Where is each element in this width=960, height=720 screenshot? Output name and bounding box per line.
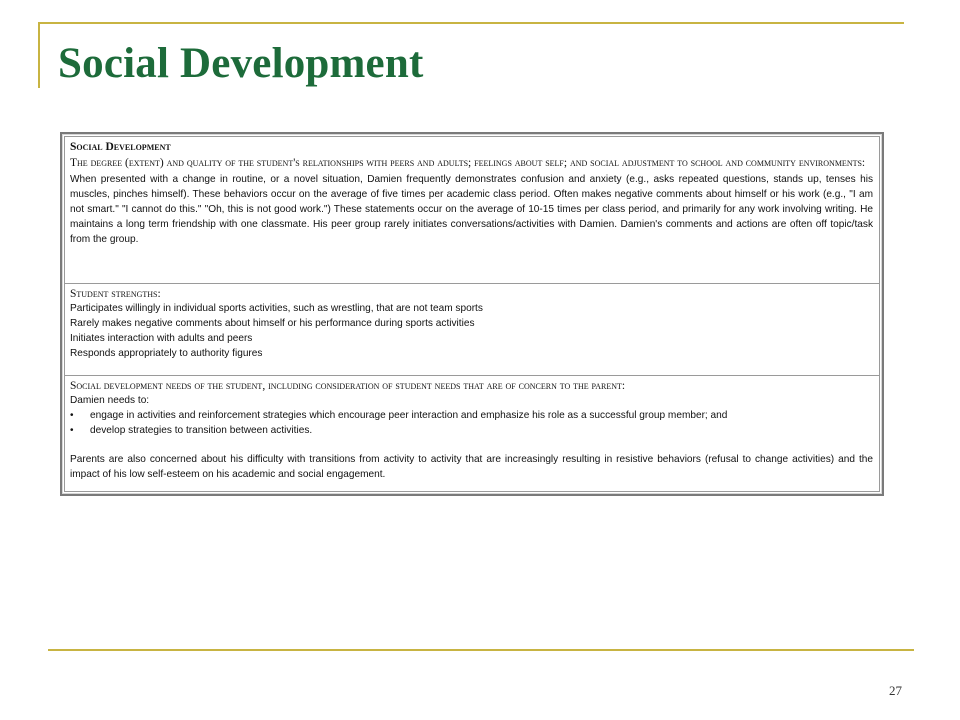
- section-heading: Social development needs of the student, including consideration of student needs that are of concern to the parent:: [70, 380, 626, 392]
- needs-intro: Damien needs to:: [70, 395, 150, 406]
- iep-form-excerpt: [60, 132, 884, 496]
- list-item: Initiates interaction with adults and peers: [70, 333, 253, 344]
- student-strengths-section: [64, 284, 880, 376]
- bullet-icon: •: [70, 425, 74, 436]
- section-body-text: When presented with a change in routine, or a novel situation, Damien frequently demonstrates confusion and anxiety (e.g., asks repeated questions, stands up, tenses his muscles, pinches himself). These behaviors occur on the average of five times per academic class period. Often makes negative comments about himself or his work (e.g., "I am not smart." "I cannot do this." "Oh, this is not good work.") These statements occur on the average of 10-15 times per class period, and primarily for any work involving writing. He maintains a long term friendship with one classmate. His peer group rarely initiates conversations/activities with Damien. Damien's comments and actions are often off topic/task from the group.: [70, 174, 873, 245]
- frame-top-rule: [38, 22, 904, 24]
- parent-concern-note: Parents are also concerned about his difficulty with transitions from activity to activity that are increasingly resulting in resistive behaviors (refusal to change activities) and the impact of his low self-esteem on his academic and social engagement.: [70, 454, 873, 480]
- list-item: [70, 408, 873, 423]
- frame-bottom-rule: [48, 649, 914, 651]
- list-item: Rarely makes negative comments about himself or his performance during sports activities: [70, 318, 475, 329]
- spacer: [70, 438, 873, 452]
- section-heading: Student strengths:: [70, 288, 161, 300]
- bullet-text: develop strategies to transition between activities.: [90, 425, 313, 436]
- social-development-section: [64, 136, 880, 284]
- bullet-icon: •: [70, 410, 74, 421]
- list-item: [70, 423, 873, 438]
- list-item: Participates willingly in individual sports activities, such as wrestling, that are not team sports: [70, 303, 483, 314]
- section-title: Social Development: [70, 141, 171, 153]
- slide-title: Social Development: [58, 40, 424, 87]
- page-number: 27: [889, 683, 902, 698]
- list-item: Responds appropriately to authority figures: [70, 348, 263, 359]
- needs-bullet-list: [70, 408, 873, 438]
- bullet-text: engage in activities and reinforcement strategies which encourage peer interaction and emphasize his role as a successful group member; and: [90, 410, 728, 421]
- frame-left-rule: [38, 22, 40, 88]
- section-heading: The degree (extent) and quality of the student's relationships with peers and adults; feelings about self; and social adjustment to school and community environments:: [70, 157, 866, 169]
- social-needs-section: [64, 376, 880, 492]
